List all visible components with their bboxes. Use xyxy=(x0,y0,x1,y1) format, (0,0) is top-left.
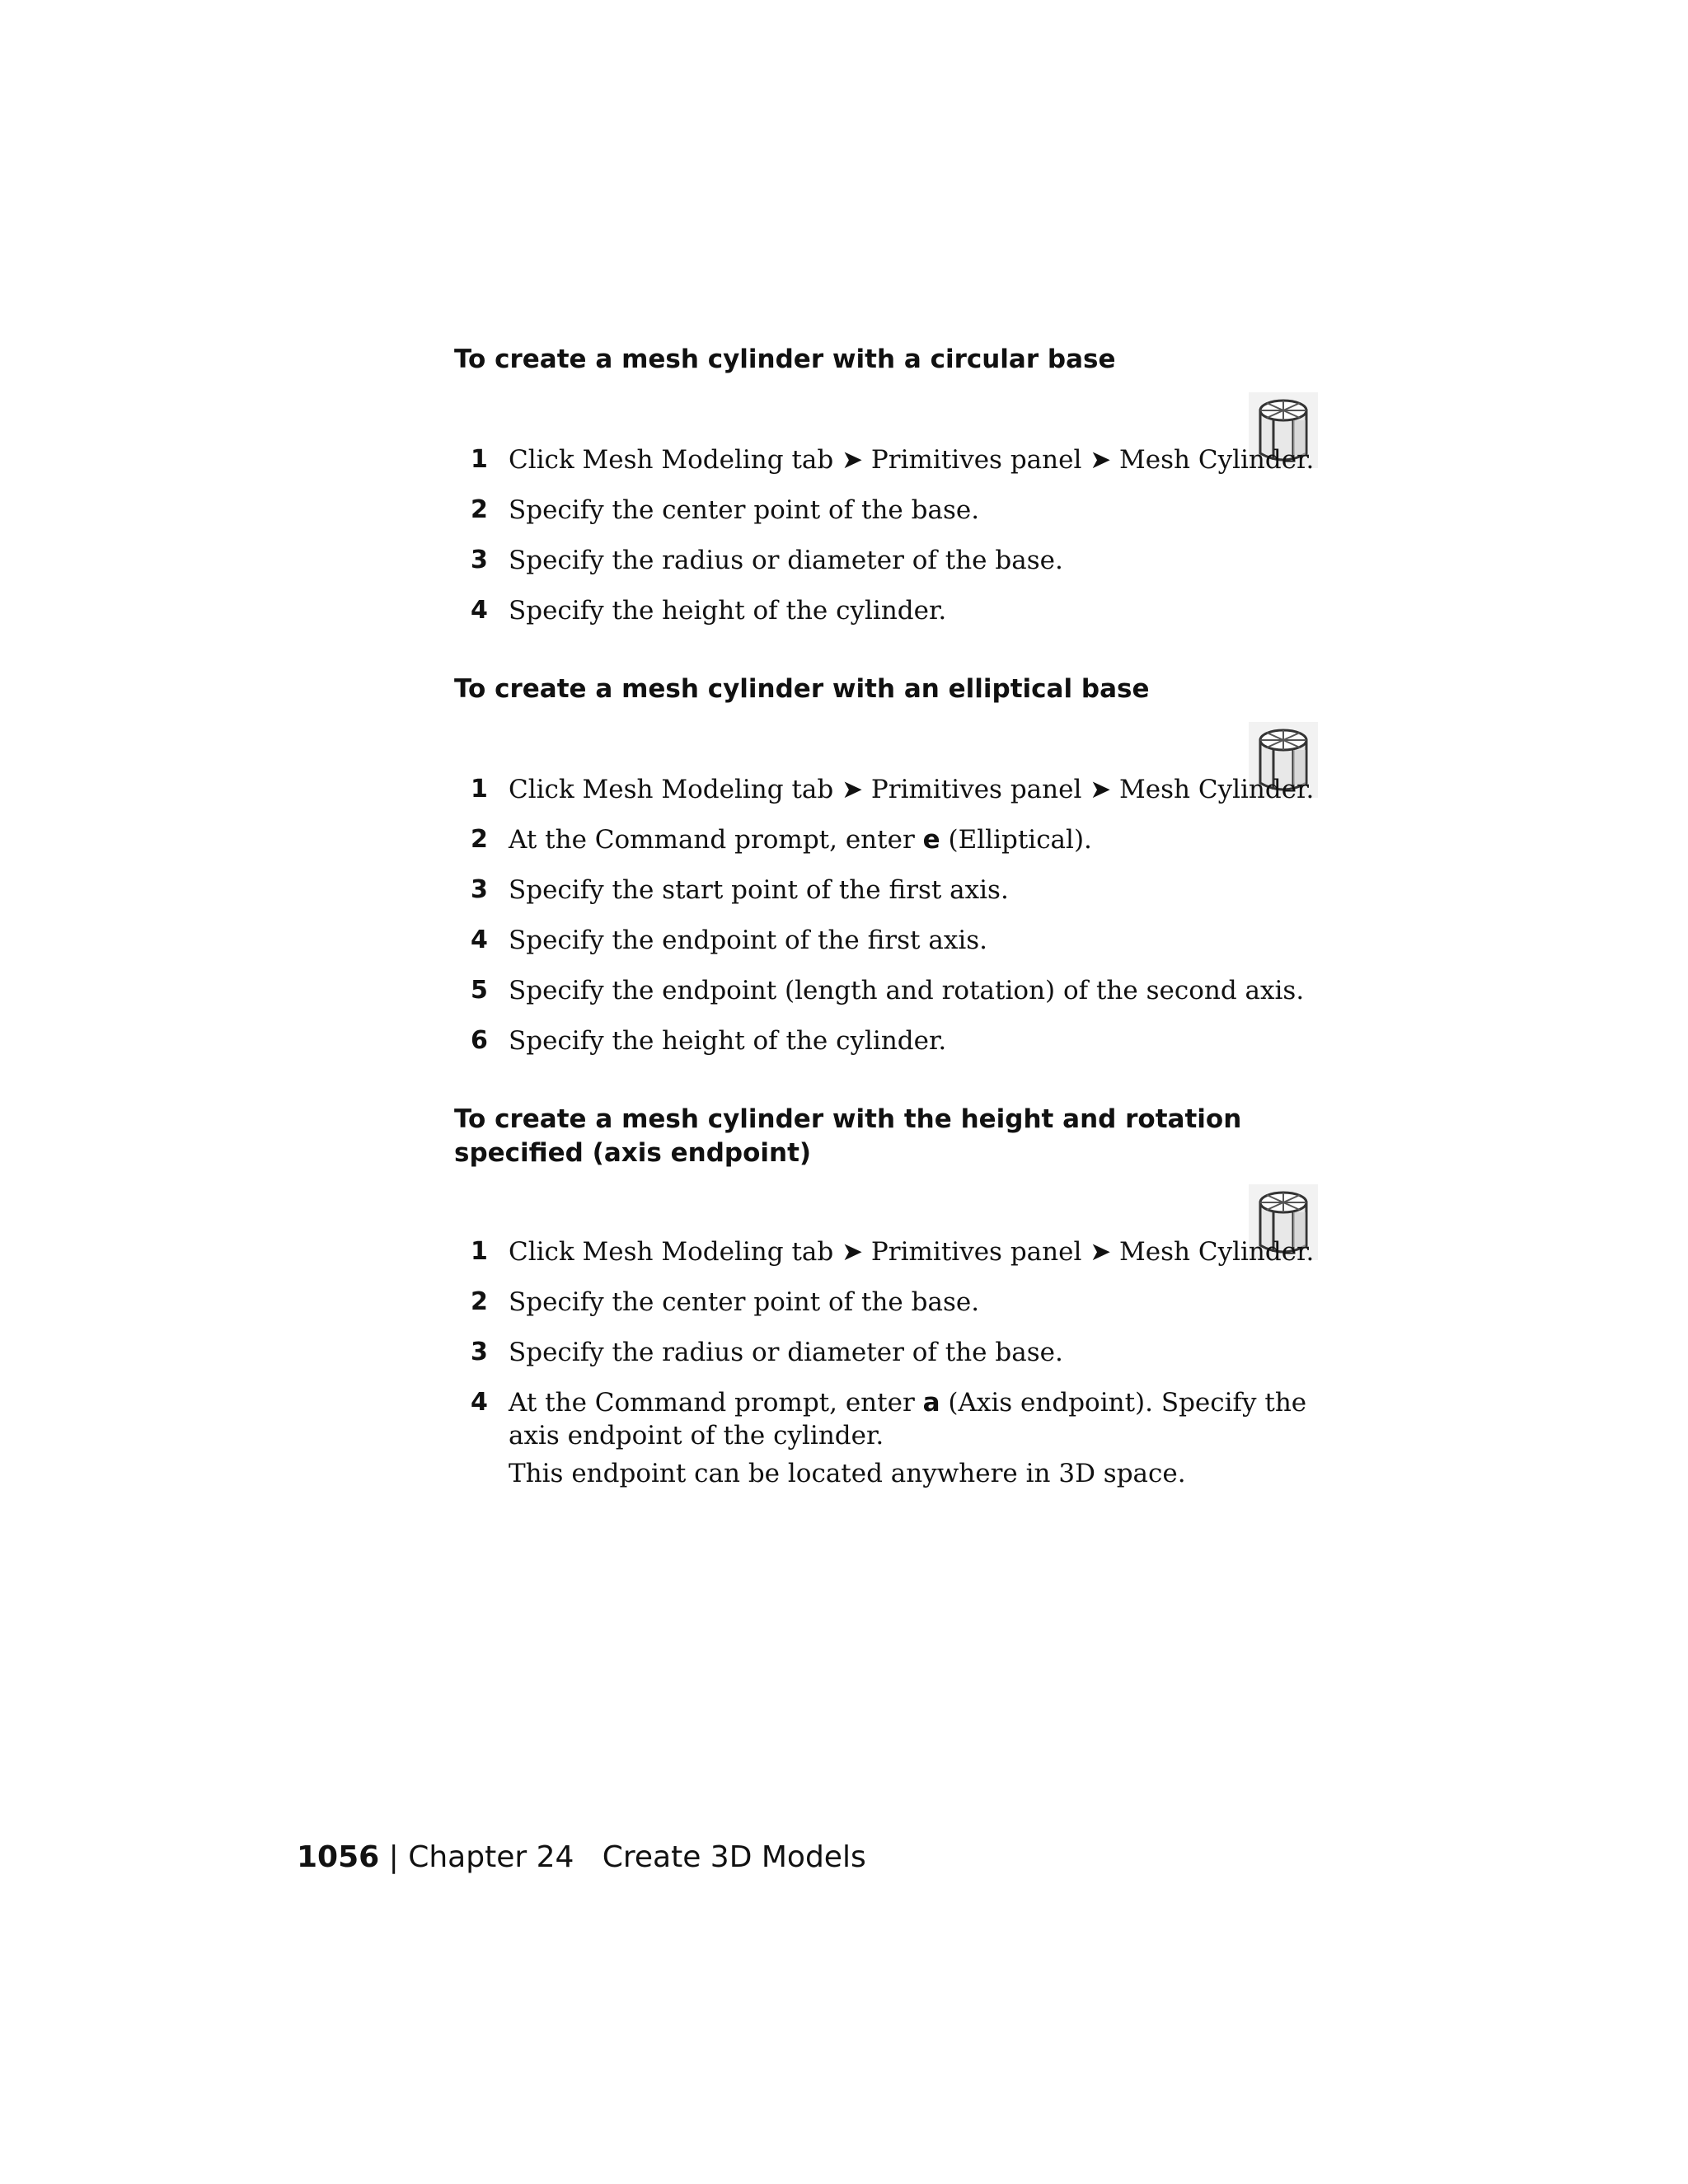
page-footer xyxy=(297,1840,866,1874)
step-number: 1 xyxy=(471,445,488,474)
step-text: Specify the center point of the base. xyxy=(509,495,980,525)
footer-separator: | xyxy=(379,1840,409,1874)
step-text: Click Mesh Modeling tab ➤ Primitives panel ➤ Mesh Cylinder. xyxy=(509,1237,1315,1267)
step-number: 2 xyxy=(471,495,488,524)
step-number: 6 xyxy=(471,1026,488,1055)
step-text: Specify the center point of the base. xyxy=(509,1287,980,1317)
page-number: 1056 xyxy=(297,1840,380,1874)
step-number: 1 xyxy=(471,775,488,804)
step-number: 1 xyxy=(471,1237,488,1266)
chapter-title: Chapter 24 Create 3D Models xyxy=(408,1840,866,1874)
section-heading-elliptical: To create a mesh cylinder with an elliptical base xyxy=(454,674,1150,704)
step-number: 4 xyxy=(471,596,488,625)
step-text: Specify the radius or diameter of the base. xyxy=(509,546,1063,575)
step-text: Specify the endpoint of the first axis. xyxy=(509,926,987,955)
step-number: 2 xyxy=(471,825,488,854)
step-number: 3 xyxy=(471,546,488,574)
step-text: Click Mesh Modeling tab ➤ Primitives panel ➤ Mesh Cylinder. xyxy=(509,775,1315,804)
section-heading-axis-endpoint: To create a mesh cylinder with the height and rotation specified (axis endpoint) xyxy=(454,1104,1242,1168)
step-text: At the Command prompt, enter a (Axis endpoint). Specify the axis endpoint of the cylinder. This endpoint can be located anywhere in 3D space. xyxy=(509,1386,1333,1490)
step-text: Specify the start point of the first axis. xyxy=(509,875,1009,905)
step-text: Specify the height of the cylinder. xyxy=(509,1026,947,1056)
step-text: Specify the height of the cylinder. xyxy=(509,596,947,626)
step-number: 2 xyxy=(471,1287,488,1316)
step-number: 4 xyxy=(471,1388,488,1417)
step-text: At the Command prompt, enter e (Elliptical). xyxy=(509,825,1092,855)
step-number: 3 xyxy=(471,875,488,904)
command-key: e xyxy=(922,825,940,855)
step-text: Specify the endpoint (length and rotation) of the second axis. xyxy=(509,976,1305,1005)
step-number: 5 xyxy=(471,976,488,1005)
step-text: Click Mesh Modeling tab ➤ Primitives panel ➤ Mesh Cylinder. xyxy=(509,445,1315,475)
step-text: Specify the radius or diameter of the base. xyxy=(509,1338,1063,1367)
step-number: 4 xyxy=(471,926,488,954)
step-number: 3 xyxy=(471,1338,488,1366)
step-note: This endpoint can be located anywhere in 3D space. xyxy=(509,1459,1186,1488)
command-key: a xyxy=(922,1388,940,1418)
section-heading-circular: To create a mesh cylinder with a circular base xyxy=(454,344,1116,374)
